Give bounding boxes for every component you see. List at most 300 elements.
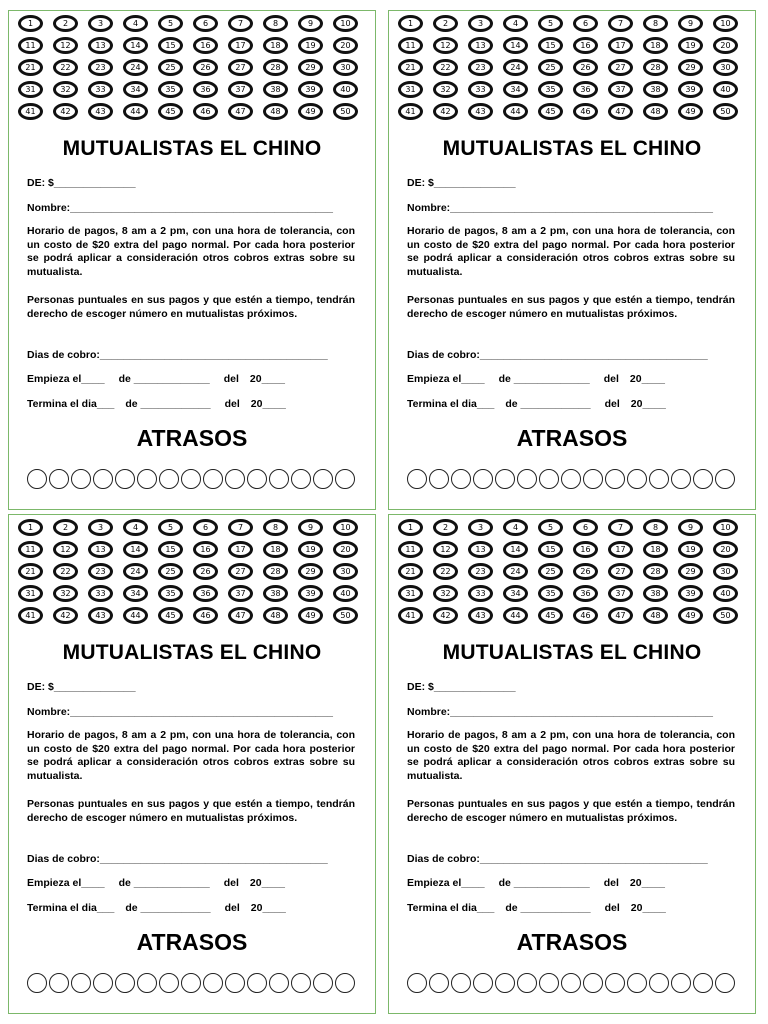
number-circle: 7 bbox=[608, 15, 633, 32]
number-circle: 7 bbox=[608, 519, 633, 536]
number-circle: 14 bbox=[503, 37, 528, 54]
number-circle: 16 bbox=[193, 541, 218, 558]
end-month: de ____________ bbox=[125, 398, 211, 410]
end-label: Termina el dia___ bbox=[407, 398, 495, 410]
number-circle: 14 bbox=[503, 541, 528, 558]
number-circle: 41 bbox=[18, 103, 43, 120]
number-circle: 29 bbox=[678, 563, 703, 580]
atraso-circle bbox=[225, 973, 245, 993]
number-circle: 27 bbox=[228, 563, 253, 580]
start-date-line bbox=[407, 877, 665, 889]
number-circle: 2 bbox=[433, 519, 458, 536]
end-date-line bbox=[407, 398, 666, 410]
number-circle: 38 bbox=[643, 81, 668, 98]
atraso-circle bbox=[313, 973, 333, 993]
atraso-circle bbox=[93, 469, 113, 489]
atraso-circle bbox=[71, 469, 91, 489]
atraso-circle bbox=[407, 973, 427, 993]
number-circle: 31 bbox=[18, 81, 43, 98]
number-circle: 45 bbox=[158, 103, 183, 120]
number-circle: 4 bbox=[123, 519, 148, 536]
number-circle: 24 bbox=[503, 563, 528, 580]
number-circle: 40 bbox=[333, 585, 358, 602]
punctual-paragraph: Personas puntuales en sus pagos y que estén a tiempo, tendrán derecho de escoger número en mutualistas próximos. bbox=[407, 798, 735, 824]
name-line: Nombre:_____________________________________________ bbox=[27, 202, 333, 214]
number-circle: 13 bbox=[468, 37, 493, 54]
start-label: Empieza el____ bbox=[407, 877, 485, 889]
schedule-paragraph: Horario de pagos, 8 am a 2 pm, con una hora de tolerancia, con un costo de $20 extra del pago normal. Por cada hora posterior se podrá aplicar a consideración otros cobros extras sobre su mutualista. bbox=[407, 225, 735, 278]
atraso-circle bbox=[605, 469, 625, 489]
number-circle: 5 bbox=[158, 519, 183, 536]
number-circle: 30 bbox=[333, 563, 358, 580]
schedule-paragraph: Horario de pagos, 8 am a 2 pm, con una hora de tolerancia, con un costo de $20 extra del pago normal. Por cada hora posterior se podrá aplicar a consideración otros cobros extras sobre su mutualista. bbox=[27, 729, 355, 782]
number-circle: 22 bbox=[433, 59, 458, 76]
number-circle: 25 bbox=[538, 59, 563, 76]
atraso-circle bbox=[247, 973, 267, 993]
number-circle: 23 bbox=[88, 59, 113, 76]
number-circle: 44 bbox=[123, 607, 148, 624]
atraso-circle bbox=[429, 469, 449, 489]
number-circle: 26 bbox=[573, 563, 598, 580]
atraso-circle bbox=[451, 973, 471, 993]
number-circle: 22 bbox=[433, 563, 458, 580]
number-circle: 37 bbox=[608, 81, 633, 98]
number-circle: 36 bbox=[573, 585, 598, 602]
number-circle: 9 bbox=[298, 15, 323, 32]
number-circle: 26 bbox=[193, 59, 218, 76]
atraso-circle bbox=[291, 973, 311, 993]
number-circle: 20 bbox=[713, 541, 738, 558]
number-circle: 6 bbox=[193, 519, 218, 536]
number-circle: 21 bbox=[18, 563, 43, 580]
number-circle: 33 bbox=[88, 585, 113, 602]
end-del: del bbox=[604, 398, 620, 410]
number-circle: 30 bbox=[333, 59, 358, 76]
number-circle: 24 bbox=[503, 59, 528, 76]
number-circle: 24 bbox=[123, 563, 148, 580]
number-circle: 49 bbox=[298, 607, 323, 624]
collection-days-line: Dias de cobro:_______________________________________ bbox=[27, 853, 328, 865]
end-month: de ____________ bbox=[505, 398, 591, 410]
number-circle: 43 bbox=[88, 103, 113, 120]
atraso-circle bbox=[115, 469, 135, 489]
atraso-circle bbox=[159, 973, 179, 993]
number-circle: 33 bbox=[88, 81, 113, 98]
punctual-paragraph: Personas puntuales en sus pagos y que estén a tiempo, tendrán derecho de escoger número en mutualistas próximos. bbox=[27, 294, 355, 320]
number-circle: 8 bbox=[643, 519, 668, 536]
number-circle: 40 bbox=[713, 81, 738, 98]
number-circle: 6 bbox=[573, 519, 598, 536]
number-circle: 2 bbox=[53, 519, 78, 536]
atrasos-circles bbox=[27, 973, 355, 993]
atraso-circle bbox=[561, 469, 581, 489]
number-circle: 46 bbox=[193, 607, 218, 624]
number-circle: 50 bbox=[713, 607, 738, 624]
number-circle: 15 bbox=[538, 541, 563, 558]
number-circle: 39 bbox=[678, 585, 703, 602]
atraso-circle bbox=[203, 973, 223, 993]
atraso-circle bbox=[473, 469, 493, 489]
number-circle: 39 bbox=[298, 81, 323, 98]
atraso-circle bbox=[49, 469, 69, 489]
number-circle: 43 bbox=[468, 103, 493, 120]
atraso-circle bbox=[115, 973, 135, 993]
number-circle: 25 bbox=[158, 563, 183, 580]
atraso-circle bbox=[495, 469, 515, 489]
number-circle: 10 bbox=[333, 519, 358, 536]
atraso-circle bbox=[693, 469, 713, 489]
start-date-line bbox=[27, 373, 285, 385]
atraso-circle bbox=[203, 469, 223, 489]
start-date-line bbox=[27, 877, 285, 889]
atraso-circle bbox=[561, 973, 581, 993]
number-circle: 45 bbox=[158, 607, 183, 624]
number-circle: 38 bbox=[643, 585, 668, 602]
number-circle: 35 bbox=[538, 81, 563, 98]
atraso-circle bbox=[49, 973, 69, 993]
number-circle: 48 bbox=[263, 103, 288, 120]
start-label: Empieza el____ bbox=[407, 373, 485, 385]
name-line: Nombre:_____________________________________________ bbox=[407, 202, 713, 214]
end-label: Termina el dia___ bbox=[27, 398, 115, 410]
number-circle: 18 bbox=[643, 37, 668, 54]
number-circle: 34 bbox=[503, 81, 528, 98]
number-circle: 11 bbox=[18, 541, 43, 558]
number-circle: 2 bbox=[433, 15, 458, 32]
amount-line: DE: $______________ bbox=[407, 681, 516, 693]
number-circle: 37 bbox=[608, 585, 633, 602]
number-circle: 4 bbox=[503, 15, 528, 32]
start-month: de _____________ bbox=[498, 877, 590, 889]
number-circle: 20 bbox=[713, 37, 738, 54]
atraso-circle bbox=[671, 973, 691, 993]
number-circle: 42 bbox=[53, 103, 78, 120]
ticket-card bbox=[8, 10, 376, 510]
number-circle: 42 bbox=[433, 607, 458, 624]
start-year: 20____ bbox=[629, 373, 665, 385]
name-line: Nombre:_____________________________________________ bbox=[407, 706, 713, 718]
number-circle: 27 bbox=[608, 59, 633, 76]
atraso-circle bbox=[269, 469, 289, 489]
number-circle: 49 bbox=[678, 607, 703, 624]
atraso-circle bbox=[539, 973, 559, 993]
number-circle: 16 bbox=[573, 541, 598, 558]
number-circle: 27 bbox=[608, 563, 633, 580]
number-circle: 11 bbox=[18, 37, 43, 54]
number-circle: 16 bbox=[193, 37, 218, 54]
number-circle: 25 bbox=[538, 563, 563, 580]
end-del: del bbox=[224, 902, 240, 914]
schedule-paragraph: Horario de pagos, 8 am a 2 pm, con una hora de tolerancia, con un costo de $20 extra del pago normal. Por cada hora posterior se podrá aplicar a consideración otros cobros extras sobre su mutualista. bbox=[407, 729, 735, 782]
number-circle: 3 bbox=[88, 519, 113, 536]
number-circle: 21 bbox=[18, 59, 43, 76]
number-circle: 32 bbox=[433, 81, 458, 98]
start-year: 20____ bbox=[249, 373, 285, 385]
atraso-circle bbox=[93, 973, 113, 993]
number-circle: 45 bbox=[538, 103, 563, 120]
end-date-line bbox=[27, 902, 286, 914]
atraso-circle bbox=[407, 469, 427, 489]
number-circle: 47 bbox=[228, 607, 253, 624]
number-circle: 15 bbox=[158, 541, 183, 558]
atrasos-heading: ATRASOS bbox=[136, 929, 248, 955]
number-circle: 34 bbox=[503, 585, 528, 602]
number-circle: 8 bbox=[263, 15, 288, 32]
name-line: Nombre:_____________________________________________ bbox=[27, 706, 333, 718]
start-year: 20____ bbox=[629, 877, 665, 889]
card-title: MUTUALISTAS EL CHINO bbox=[442, 641, 702, 664]
number-circle: 5 bbox=[538, 519, 563, 536]
number-circle: 46 bbox=[573, 103, 598, 120]
number-circle: 19 bbox=[298, 541, 323, 558]
number-circle: 13 bbox=[88, 37, 113, 54]
number-circle: 33 bbox=[468, 585, 493, 602]
number-circle: 20 bbox=[333, 541, 358, 558]
number-circle: 44 bbox=[123, 103, 148, 120]
number-circle: 17 bbox=[608, 37, 633, 54]
atrasos-circles bbox=[407, 973, 735, 993]
number-circle: 50 bbox=[333, 103, 358, 120]
number-circle: 31 bbox=[398, 81, 423, 98]
number-circle: 22 bbox=[53, 59, 78, 76]
number-circle: 1 bbox=[398, 519, 423, 536]
atraso-circle bbox=[225, 469, 245, 489]
atraso-circle bbox=[313, 469, 333, 489]
number-circle: 9 bbox=[678, 519, 703, 536]
amount-line: DE: $______________ bbox=[407, 177, 516, 189]
number-circle: 46 bbox=[573, 607, 598, 624]
number-circle: 15 bbox=[158, 37, 183, 54]
atraso-circle bbox=[715, 469, 735, 489]
number-circle: 3 bbox=[88, 15, 113, 32]
end-del: del bbox=[224, 398, 240, 410]
start-month: de _____________ bbox=[498, 373, 590, 385]
number-circle: 41 bbox=[398, 103, 423, 120]
atrasos-heading: ATRASOS bbox=[516, 929, 628, 955]
number-circle: 12 bbox=[53, 541, 78, 558]
start-del: del bbox=[603, 877, 619, 889]
start-month: de _____________ bbox=[118, 373, 210, 385]
number-grid bbox=[395, 15, 745, 120]
number-circle: 48 bbox=[263, 607, 288, 624]
atraso-circle bbox=[71, 973, 91, 993]
number-circle: 4 bbox=[123, 15, 148, 32]
number-circle: 14 bbox=[123, 37, 148, 54]
number-circle: 35 bbox=[158, 585, 183, 602]
number-circle: 7 bbox=[228, 15, 253, 32]
atrasos-circles bbox=[407, 469, 735, 489]
number-circle: 13 bbox=[468, 541, 493, 558]
number-circle: 39 bbox=[298, 585, 323, 602]
number-circle: 36 bbox=[193, 81, 218, 98]
number-circle: 47 bbox=[228, 103, 253, 120]
atraso-circle bbox=[335, 469, 355, 489]
number-circle: 19 bbox=[298, 37, 323, 54]
number-grid bbox=[395, 519, 745, 624]
ticket-card bbox=[388, 10, 756, 510]
number-circle: 10 bbox=[713, 519, 738, 536]
atraso-circle bbox=[269, 973, 289, 993]
number-circle: 14 bbox=[123, 541, 148, 558]
number-circle: 21 bbox=[398, 59, 423, 76]
number-circle: 38 bbox=[263, 81, 288, 98]
number-circle: 33 bbox=[468, 81, 493, 98]
number-circle: 1 bbox=[18, 15, 43, 32]
number-circle: 22 bbox=[53, 563, 78, 580]
number-circle: 36 bbox=[573, 81, 598, 98]
number-circle: 35 bbox=[158, 81, 183, 98]
atraso-circle bbox=[181, 469, 201, 489]
number-circle: 18 bbox=[263, 541, 288, 558]
card-title: MUTUALISTAS EL CHINO bbox=[62, 641, 322, 664]
atraso-circle bbox=[605, 973, 625, 993]
number-circle: 43 bbox=[468, 607, 493, 624]
number-circle: 24 bbox=[123, 59, 148, 76]
start-del: del bbox=[603, 373, 619, 385]
atraso-circle bbox=[181, 973, 201, 993]
number-grid bbox=[15, 519, 365, 624]
atraso-circle bbox=[671, 469, 691, 489]
atraso-circle bbox=[495, 973, 515, 993]
number-circle: 6 bbox=[573, 15, 598, 32]
number-circle: 40 bbox=[713, 585, 738, 602]
number-circle: 17 bbox=[228, 541, 253, 558]
card-title: MUTUALISTAS EL CHINO bbox=[62, 137, 322, 160]
number-circle: 38 bbox=[263, 585, 288, 602]
number-circle: 1 bbox=[18, 519, 43, 536]
number-circle: 18 bbox=[643, 541, 668, 558]
number-circle: 29 bbox=[298, 563, 323, 580]
number-circle: 20 bbox=[333, 37, 358, 54]
number-circle: 23 bbox=[468, 59, 493, 76]
number-circle: 47 bbox=[608, 607, 633, 624]
number-circle: 28 bbox=[263, 563, 288, 580]
atraso-circle bbox=[137, 469, 157, 489]
number-grid bbox=[15, 15, 365, 120]
number-circle: 30 bbox=[713, 59, 738, 76]
number-circle: 19 bbox=[678, 541, 703, 558]
collection-days-line: Dias de cobro:_______________________________________ bbox=[407, 853, 708, 865]
number-circle: 28 bbox=[643, 59, 668, 76]
end-date-line bbox=[27, 398, 286, 410]
number-circle: 46 bbox=[193, 103, 218, 120]
start-year: 20____ bbox=[249, 877, 285, 889]
number-circle: 35 bbox=[538, 585, 563, 602]
atraso-circle bbox=[473, 973, 493, 993]
number-circle: 5 bbox=[158, 15, 183, 32]
number-circle: 32 bbox=[53, 81, 78, 98]
number-circle: 10 bbox=[333, 15, 358, 32]
end-year: 20____ bbox=[630, 398, 666, 410]
atraso-circle bbox=[291, 469, 311, 489]
number-circle: 26 bbox=[193, 563, 218, 580]
number-circle: 47 bbox=[608, 103, 633, 120]
atraso-circle bbox=[649, 973, 669, 993]
number-circle: 8 bbox=[263, 519, 288, 536]
number-circle: 10 bbox=[713, 15, 738, 32]
atraso-circle bbox=[627, 469, 647, 489]
amount-line: DE: $______________ bbox=[27, 177, 136, 189]
number-circle: 28 bbox=[643, 563, 668, 580]
collection-days-line: Dias de cobro:_______________________________________ bbox=[407, 349, 708, 361]
number-circle: 6 bbox=[193, 15, 218, 32]
amount-line: DE: $______________ bbox=[27, 681, 136, 693]
number-circle: 32 bbox=[53, 585, 78, 602]
start-label: Empieza el____ bbox=[27, 877, 105, 889]
number-circle: 30 bbox=[713, 563, 738, 580]
number-circle: 42 bbox=[433, 103, 458, 120]
number-circle: 3 bbox=[468, 519, 493, 536]
end-year: 20____ bbox=[630, 902, 666, 914]
atraso-circle bbox=[517, 469, 537, 489]
number-circle: 12 bbox=[433, 541, 458, 558]
atraso-circle bbox=[247, 469, 267, 489]
number-circle: 27 bbox=[228, 59, 253, 76]
number-circle: 34 bbox=[123, 585, 148, 602]
number-circle: 16 bbox=[573, 37, 598, 54]
number-circle: 11 bbox=[398, 37, 423, 54]
collection-days-line: Dias de cobro:_______________________________________ bbox=[27, 349, 328, 361]
number-circle: 25 bbox=[158, 59, 183, 76]
number-circle: 1 bbox=[398, 15, 423, 32]
atraso-circle bbox=[583, 973, 603, 993]
number-circle: 48 bbox=[643, 103, 668, 120]
number-circle: 39 bbox=[678, 81, 703, 98]
atraso-circle bbox=[451, 469, 471, 489]
atraso-circle bbox=[137, 973, 157, 993]
atrasos-heading: ATRASOS bbox=[516, 425, 628, 451]
ticket-card bbox=[8, 514, 376, 1014]
number-circle: 12 bbox=[53, 37, 78, 54]
number-circle: 50 bbox=[713, 103, 738, 120]
number-circle: 9 bbox=[678, 15, 703, 32]
atrasos-circles bbox=[27, 469, 355, 489]
number-circle: 50 bbox=[333, 607, 358, 624]
end-date-line bbox=[407, 902, 666, 914]
number-circle: 8 bbox=[643, 15, 668, 32]
start-del: del bbox=[223, 373, 239, 385]
number-circle: 34 bbox=[123, 81, 148, 98]
atraso-circle bbox=[159, 469, 179, 489]
number-circle: 45 bbox=[538, 607, 563, 624]
number-circle: 23 bbox=[468, 563, 493, 580]
atraso-circle bbox=[27, 973, 47, 993]
number-circle: 9 bbox=[298, 519, 323, 536]
start-date-line bbox=[407, 373, 665, 385]
atraso-circle bbox=[517, 973, 537, 993]
end-label: Termina el dia___ bbox=[407, 902, 495, 914]
number-circle: 49 bbox=[298, 103, 323, 120]
atraso-circle bbox=[335, 973, 355, 993]
number-circle: 5 bbox=[538, 15, 563, 32]
number-circle: 11 bbox=[398, 541, 423, 558]
number-circle: 18 bbox=[263, 37, 288, 54]
card-title: MUTUALISTAS EL CHINO bbox=[442, 137, 702, 160]
number-circle: 31 bbox=[398, 585, 423, 602]
atraso-circle bbox=[693, 973, 713, 993]
end-month: de ____________ bbox=[505, 902, 591, 914]
number-circle: 32 bbox=[433, 585, 458, 602]
schedule-paragraph: Horario de pagos, 8 am a 2 pm, con una hora de tolerancia, con un costo de $20 extra del pago normal. Por cada hora posterior se podrá aplicar a consideración otros cobros extras sobre su mutualista. bbox=[27, 225, 355, 278]
punctual-paragraph: Personas puntuales en sus pagos y que estén a tiempo, tendrán derecho de escoger número en mutualistas próximos. bbox=[407, 294, 735, 320]
atraso-circle bbox=[429, 973, 449, 993]
number-circle: 29 bbox=[298, 59, 323, 76]
number-circle: 3 bbox=[468, 15, 493, 32]
end-label: Termina el dia___ bbox=[27, 902, 115, 914]
punctual-paragraph: Personas puntuales en sus pagos y que estén a tiempo, tendrán derecho de escoger número en mutualistas próximos. bbox=[27, 798, 355, 824]
atraso-circle bbox=[27, 469, 47, 489]
number-circle: 21 bbox=[398, 563, 423, 580]
